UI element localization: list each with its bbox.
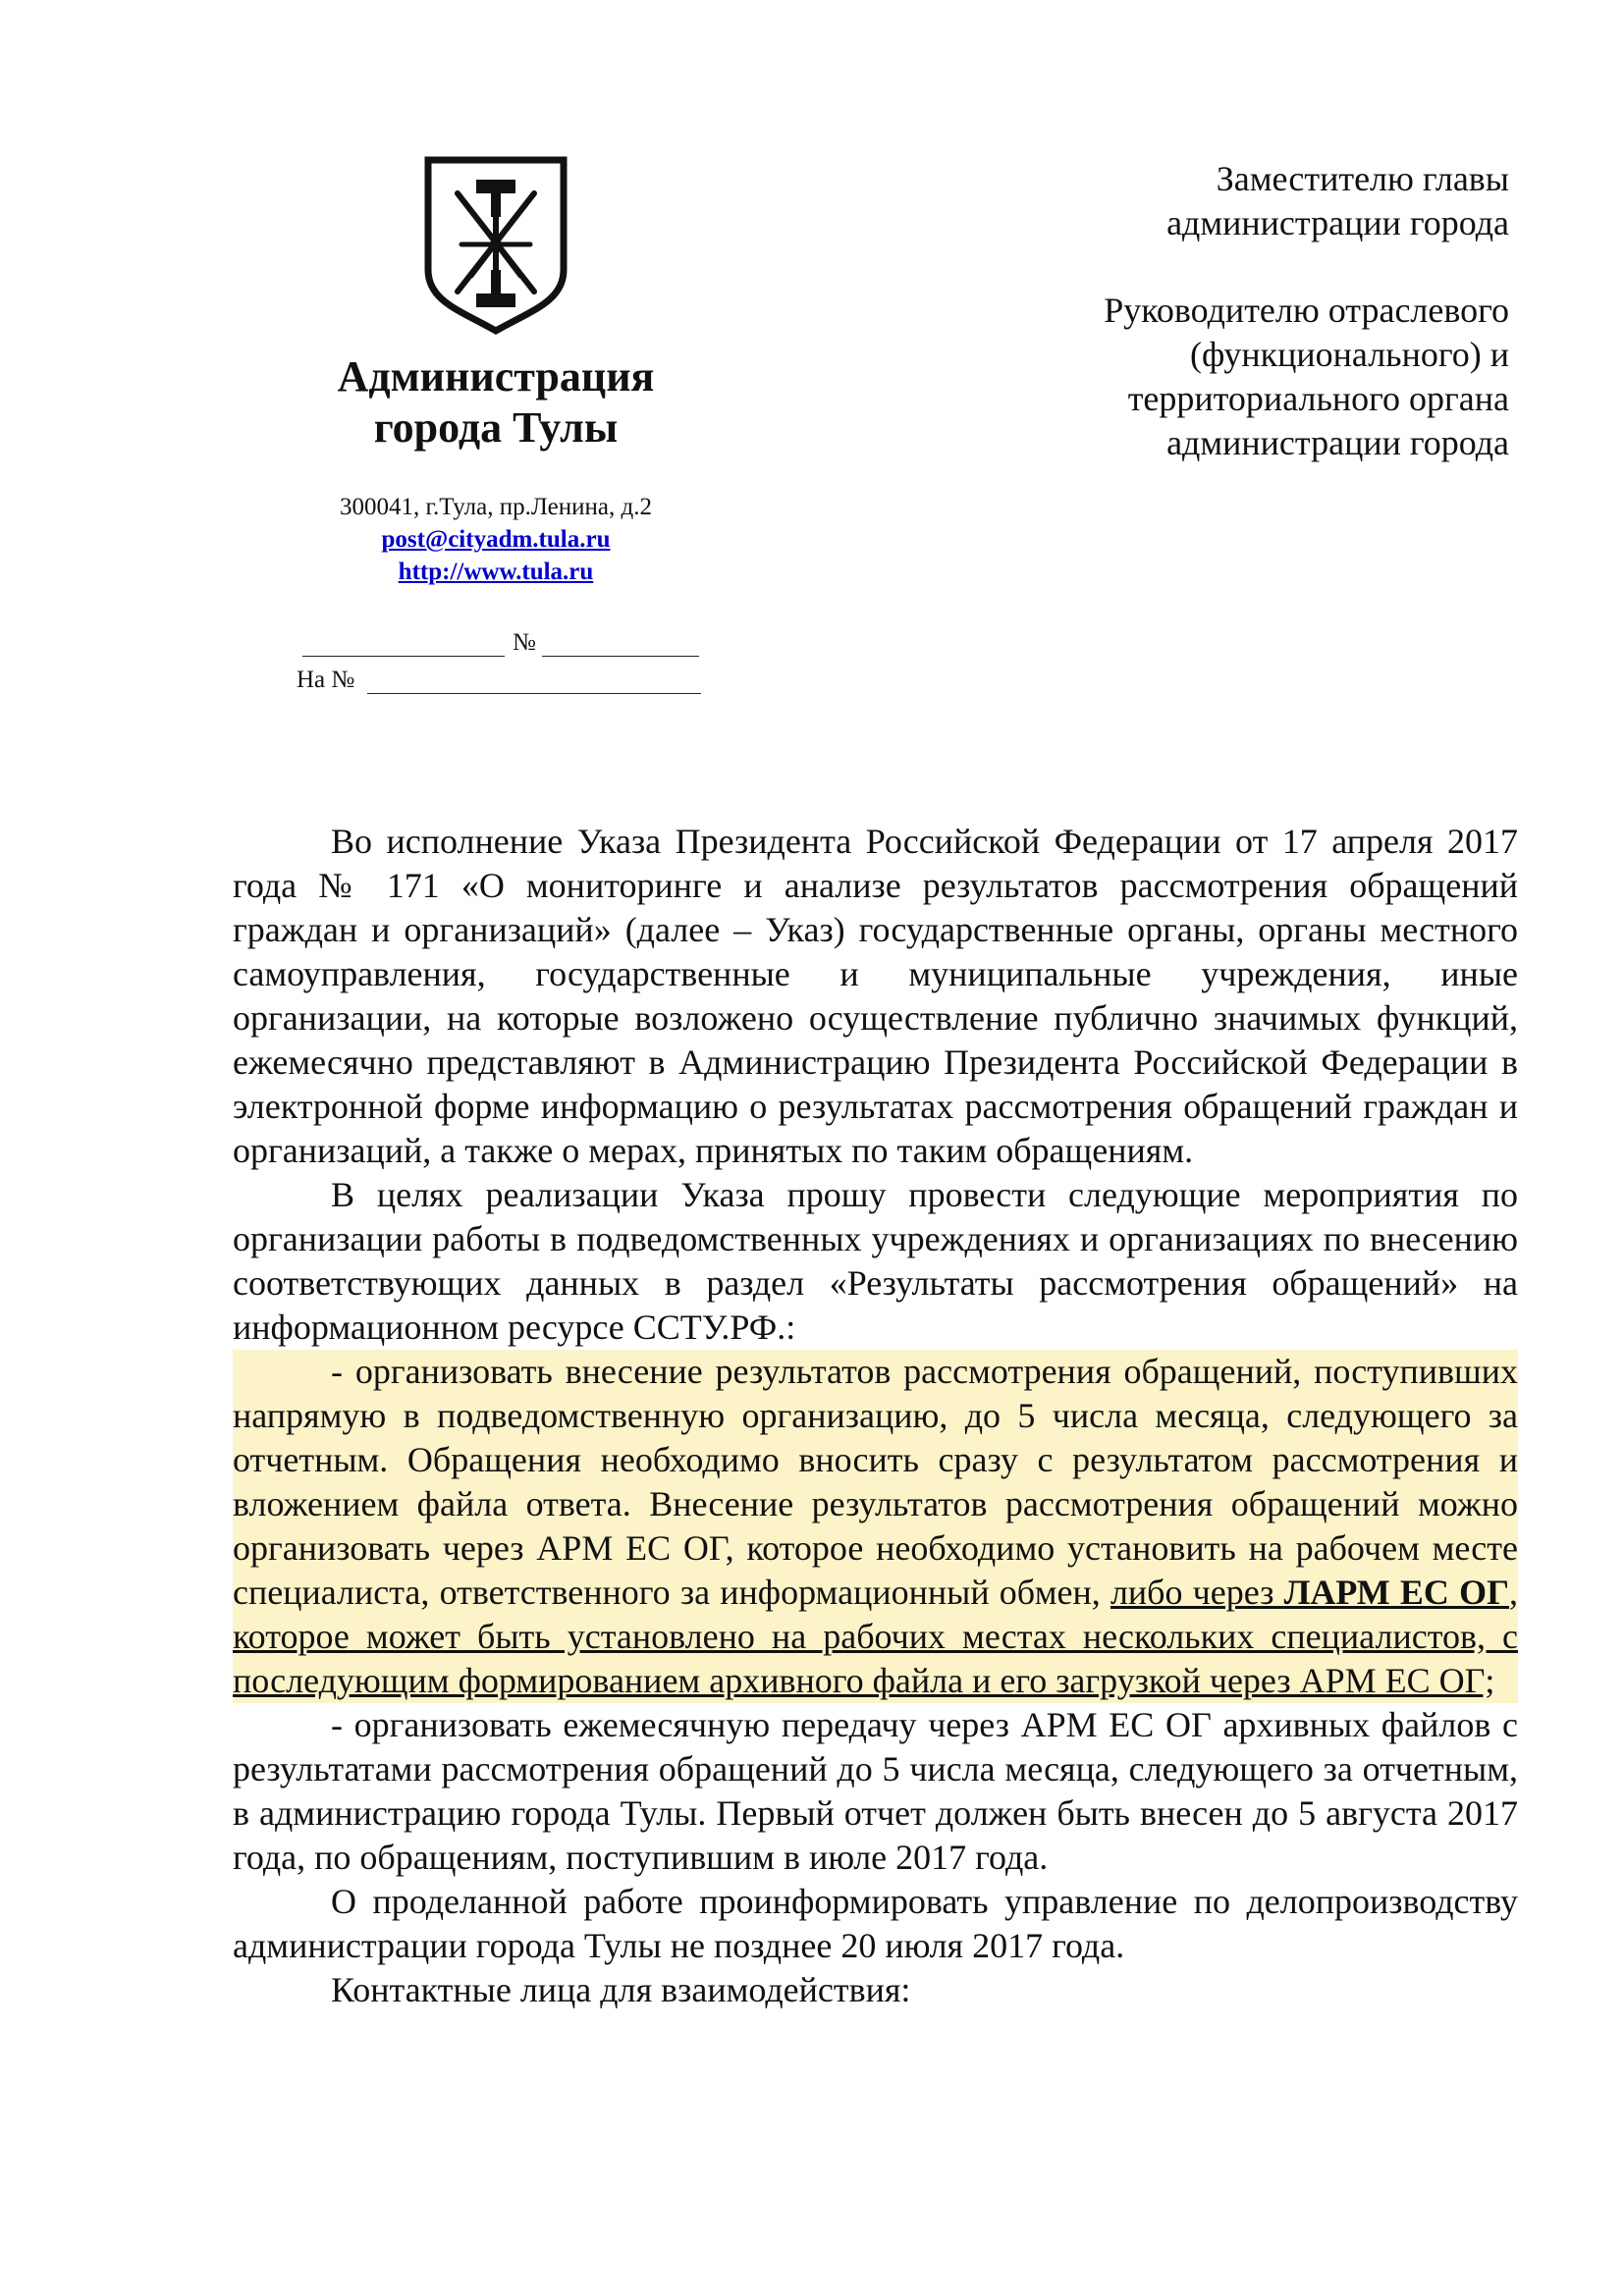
addressee-line: (функционального) и	[1189, 335, 1509, 374]
tula-coat-of-arms-icon	[422, 154, 569, 336]
org-address: 300041, г.Тула, пр.Ленина, д.2	[340, 494, 652, 520]
body-paragraph-highlighted	[233, 1350, 1518, 1703]
website-link[interactable]: http://www.tula.ru	[398, 559, 594, 585]
body-paragraph-2: В целях реализации Указа прошу провести следующие мероприятия по организации работы в подведомственных учреждениях и организациях по внесению соответствующих данных в раздел «Результаты рассмотрения обращений» на информационном ресурсе ССТУ.РФ.:	[233, 1175, 1518, 1347]
contacts-heading: Контактные лица для взаимодействия:	[331, 1970, 911, 2009]
underlined-text-part3: , которое может быть установлено на рабочих местах нескольких специалистов, с последующим формированием архивного файла и его загрузкой через АРМ ЕС ОГ;	[233, 1573, 1519, 1700]
underlined-text-part2: либо через	[1110, 1573, 1284, 1612]
highlighted-text-part1: - организовать внесение результатов рассмотрения обращений, поступивших напрямую в подведомственную организацию, до 5 числа месяца, следующего за отчетным. Обращения необходимо вносить сразу с результатом рассмотрения и вложением файла ответа. Внесение результатов рассмотрения обращений можно организовать через АРМ ЕС ОГ, которое необходимо установить на рабочем месте специалиста, ответственного за информационный обмен,	[233, 1352, 1518, 1612]
addressee-line: администрации города	[1166, 203, 1509, 242]
body-paragraph-5: О проделанной работе проинформировать управление по делопроизводству администрации города Тулы не позднее 20 июля 2017 года.	[233, 1882, 1518, 1965]
org-name-line1: Администрация	[337, 352, 655, 400]
addressee-line: территориального органа	[1127, 379, 1509, 418]
org-name-line2: города Тулы	[373, 403, 619, 452]
outgoing-number-blank	[542, 632, 699, 657]
larm-bold-text: ЛАРМ ЕС ОГ	[1283, 1573, 1510, 1612]
addressee-line: администрации города	[1166, 423, 1509, 462]
outgoing-number-label: №	[513, 629, 536, 656]
reply-to-blank	[367, 669, 701, 694]
addressee-line: Заместителю главы	[1216, 159, 1509, 198]
letter-body	[233, 820, 1518, 2012]
organization-contacts	[275, 491, 717, 588]
addressee-line: Руководителю отраслевого	[1104, 291, 1509, 330]
email-link[interactable]: post@cityadm.tula.ru	[381, 526, 611, 553]
body-paragraph-1: Во исполнение Указа Президента Российской Федерации от 17 апреля 2017 года № 171 «О мониторинге и анализе результатов рассмотрения обращений граждан и организаций» (далее – Указ) государственные органы, органы местного самоуправления, государственные и муниципальные учреждения, иные организации, на которые возложено осуществление публично значимых функций, ежемесячно представляют в Администрацию Президента Российской Федерации в электронной форме информацию о результатах рассмотрения обращений граждан и организаций, а также о мерах, принятых по таким обращениям.	[233, 822, 1518, 1170]
addressee-block	[982, 157, 1509, 465]
outgoing-date-blank	[302, 632, 505, 657]
body-paragraph-4: - организовать ежемесячную передачу через АРМ ЕС ОГ архивных файлов с результатами рассмотрения обращений до 5 числа месяца, следующего за отчетным, в администрацию города Тулы. Первый отчет должен быть внесен до 5 августа 2017 года, по обращениям, поступившим в июле 2017 года.	[233, 1705, 1518, 1877]
reply-to-label: На №	[297, 667, 355, 693]
organization-name	[275, 351, 717, 454]
